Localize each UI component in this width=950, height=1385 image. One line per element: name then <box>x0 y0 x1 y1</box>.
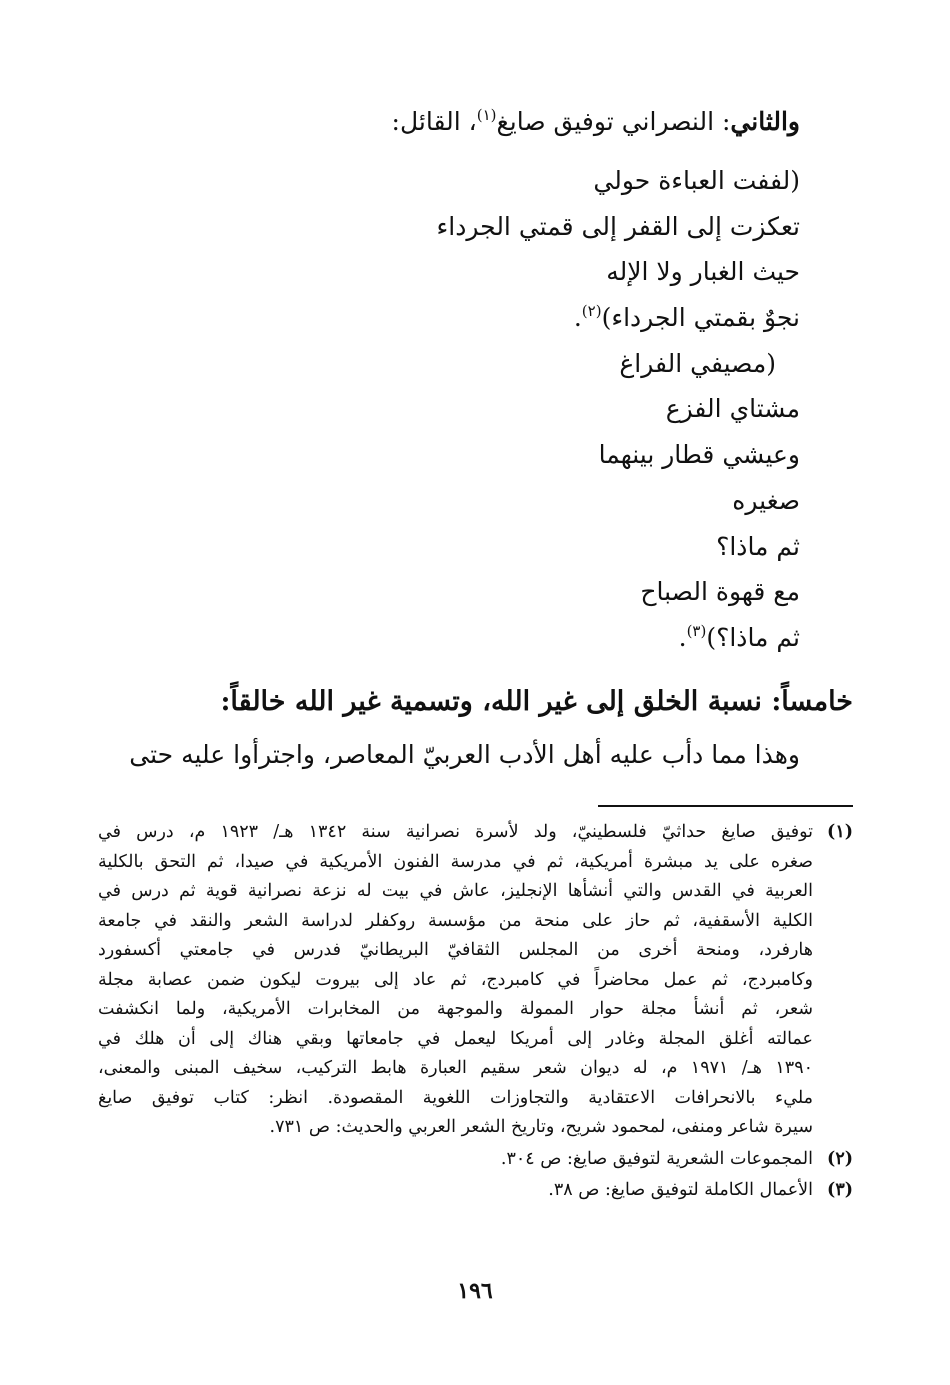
footnote-3 <box>98 1176 853 1206</box>
poem-line: ثم ماذا؟ <box>716 531 800 561</box>
footnote-line: العربية في القدس والتي أنشأها الإنجليز، عاش في بيت له نزعة نصرانية قوية ثم درس في <box>98 881 813 901</box>
poem-block <box>240 158 800 661</box>
intro-tail: ، القائل: <box>391 107 477 136</box>
footnote-line: الكلية الأسقفية، ثم حاز على منحة من مؤسسة روكفلر لدراسة الشعر والنقد في جامعة <box>98 910 813 931</box>
page-number: ١٩٦ <box>457 1278 493 1304</box>
footnote-line: المجموعات الشعرية لتوفيق صايغ: ص ٣٠٤. <box>500 1148 813 1169</box>
footnote-line: عمالته أغلق المجلة وغادر إلى أمريكا ليعمل في جامعاتها وبقي هناك إلى أن هلك في <box>98 1028 813 1049</box>
poem-line: مشتاي الفزع <box>665 394 800 424</box>
footnote-text <box>98 818 813 1143</box>
poem-line: وعيشي قطار بينهما <box>598 440 800 470</box>
footnote-ref-1[interactable]: (١) <box>476 106 497 124</box>
footnote-line: هارفرد، ومنحة أخرى من المجلس الثقافيّ البريطانيّ فدرس في جامعتي أكسفورد <box>98 940 813 960</box>
footnote-ref-2[interactable]: (٢) <box>581 302 602 321</box>
intro-text: : النصراني توفيق صايغ <box>496 107 731 136</box>
poem-line: تعكزت إلى القفر إلى قمتي الجرداء <box>436 211 800 241</box>
poem-line: حيث الغبار ولا الإله <box>606 257 800 287</box>
footnote-text <box>98 1176 813 1206</box>
poem-line: ثم ماذا؟)$^{(٣)}$. <box>678 621 800 652</box>
footnote-2 <box>98 1145 853 1175</box>
footnote-line: الأعمال الكاملة لتوفيق صايغ: ص ٣٨. <box>548 1180 813 1200</box>
footnote-line: ١٣٩٠ هـ/ ١٩٧١ م، له ديوان شعر سقيم العبارة هابط التركيب، سخيف المبنى والمعنى، <box>98 1058 813 1078</box>
footnote-text <box>98 1145 813 1175</box>
poem-line: نجوٌ بقمتي الجرداء)$^{(٢)}$. <box>573 302 800 333</box>
footnote-number: (٢) <box>827 1148 853 1169</box>
footnote-ref-3[interactable]: (٣) <box>686 621 707 640</box>
footnote-line: مليء بالانحرافات الاعتقادية والتجاوزات اللغوية المقصودة. انظر: كتاب توفيق صايغ <box>98 1087 813 1108</box>
section-heading: خامساً: نسبة الخلق إلى غير الله، وتسمية غير الله خالقاً: <box>220 686 853 717</box>
footnote-number: (٣) <box>827 1180 853 1200</box>
intro-lead: والثاني <box>730 107 800 136</box>
footnote-line: سيرة شاعر ومنفى، لمحمود شريح، وتاريخ الشعر العربي والحديث: ص ٧٣١. <box>269 1117 813 1137</box>
footnote-divider <box>598 805 853 807</box>
section-body: وهذا مما دأب عليه أهل الأدب العربيّ المعاصر، واجترأوا عليه حتى <box>129 740 800 769</box>
footnote-line: شعر، ثم أنشأ مجلة حوار الممولة والموجهة من المخابرات الأمريكية، ولما انكشفت <box>98 999 813 1019</box>
footnote-number: (١) <box>827 822 853 842</box>
poem-line: (مصيفي الفراغ <box>619 348 776 378</box>
footnotes <box>98 818 853 1208</box>
intro-line <box>240 100 800 144</box>
poem-line: (لففت العباءة حولي <box>593 166 800 195</box>
footnote-line: وكامبردج، ثم عمل محاضراً في كامبردج، ثم عاد إلى بيروت ليكون ضمن عصابة مجلة <box>98 969 813 990</box>
footnote-line: صغره على يد مبشرة أمريكية، ثم في مدرسة الفنون الأمريكية في صيدا، ثم التحق بالكلية <box>98 851 813 872</box>
poem-line: مع قهوة الصباح <box>640 577 800 607</box>
poem-line: صغيره <box>732 485 800 515</box>
footnote-1 <box>98 818 853 1143</box>
footnote-line: توفيق صايغ حداثيّ فلسطينيّ، ولد لأسرة نصرانية سنة ١٣٤٢ هـ/ ١٩٢٣ م، درس في <box>98 822 813 842</box>
